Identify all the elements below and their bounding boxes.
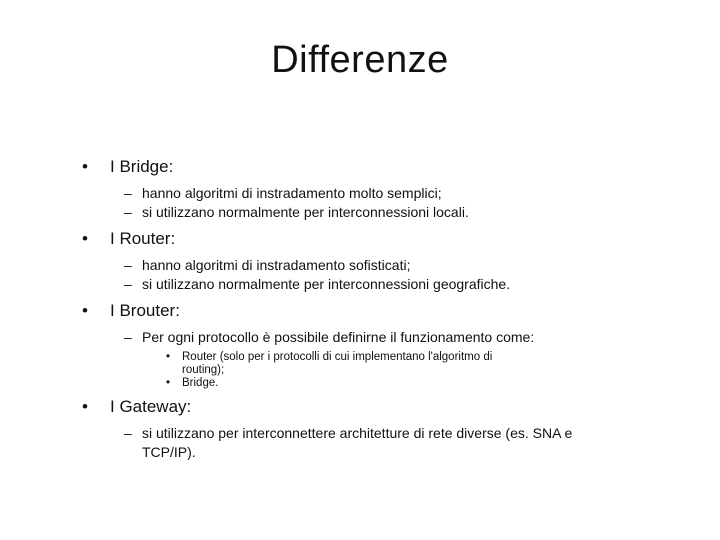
bullet-icon: • <box>166 351 171 363</box>
dash-icon: – <box>124 185 132 201</box>
bullet-item-bridge <box>82 156 682 178</box>
sub-list-brouter <box>82 328 682 390</box>
dash-icon: – <box>124 425 132 441</box>
sub-list-bridge <box>82 184 682 222</box>
bullet-icon: • <box>82 157 88 176</box>
sub-sub-list-brouter <box>82 351 682 390</box>
bullet-item-brouter <box>82 300 682 322</box>
bullet-icon: • <box>82 229 88 248</box>
sub-item <box>82 256 682 275</box>
bullet-icon: • <box>82 397 88 416</box>
bullet-label: I Router: <box>110 229 176 248</box>
sub-item-text: si utilizzano normalmente per interconnessioni locali. <box>142 204 469 220</box>
sub-item-text: hanno algoritmi di instradamento molto semplici; <box>142 185 442 201</box>
sub-item-text: Per ogni protocollo è possibile definirne il funzionamento come: <box>142 329 535 345</box>
sub-sub-item <box>82 351 502 377</box>
slide-content <box>82 156 682 468</box>
sub-sub-item-text: Bridge. <box>182 377 219 389</box>
bullet-icon: • <box>166 377 171 389</box>
sub-item-text: si utilizzano per interconnettere architetture di rete diverse (es. SNA e TCP/IP). <box>142 425 573 460</box>
sub-item <box>82 424 612 462</box>
bullet-label: I Bridge: <box>110 157 174 176</box>
sub-item <box>82 203 682 222</box>
slide-title: Differenze <box>271 39 449 81</box>
sub-list-gateway <box>82 424 682 462</box>
dash-icon: – <box>124 329 132 345</box>
bullet-label: I Brouter: <box>110 301 180 320</box>
bullet-label: I Gateway: <box>110 397 192 416</box>
sub-item-text: hanno algoritmi di instradamento sofisticati; <box>142 257 411 273</box>
sub-sub-item-text: Router (solo per i protocolli di cui implementano l'algoritmo di routing); <box>182 351 493 376</box>
dash-icon: – <box>124 257 132 273</box>
bullet-item-router <box>82 228 682 250</box>
sub-item <box>82 328 682 347</box>
bullet-icon: • <box>82 301 88 320</box>
sub-item-text: si utilizzano normalmente per interconnessioni geografiche. <box>142 276 511 292</box>
dash-icon: – <box>124 204 132 220</box>
sub-list-router <box>82 256 682 294</box>
sub-item <box>82 184 682 203</box>
bullet-item-gateway <box>82 396 682 418</box>
sub-sub-item <box>82 377 502 390</box>
sub-item <box>82 275 682 294</box>
dash-icon: – <box>124 276 132 292</box>
